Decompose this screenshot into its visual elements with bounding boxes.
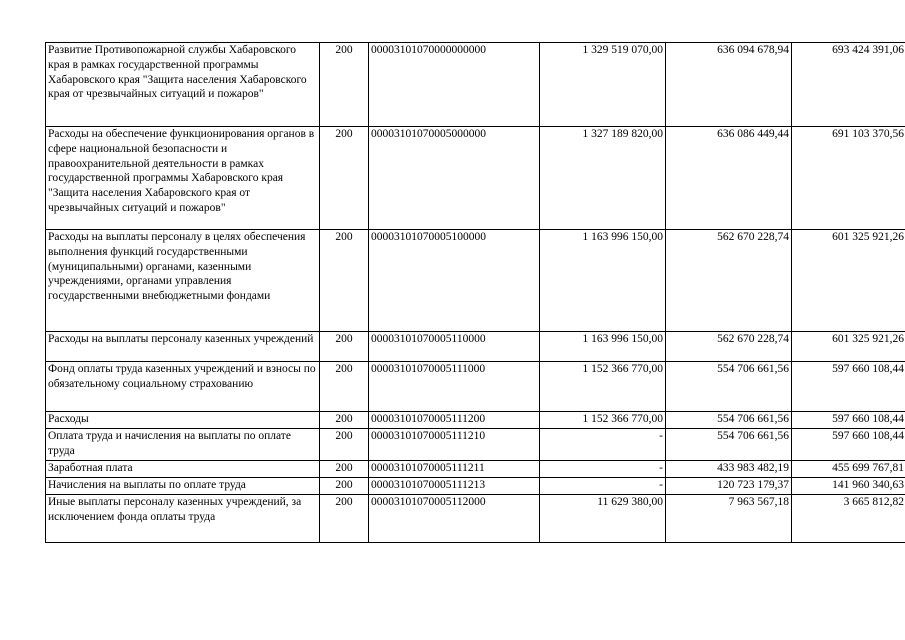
row-executed-cell: 554 706 661,56 xyxy=(666,412,792,429)
row-classification-cell: 00003101070005111210 xyxy=(369,429,540,461)
row-name-cell: Расходы на выплаты персоналу в целях обеспечения выполнения функций государственными (муниципальными) органами, казенными учреждениями, органами управления государственными внебюджетными фондами xyxy=(46,230,320,332)
row-code-cell: 200 xyxy=(320,412,369,429)
row-approved-cell: 1 152 366 770,00 xyxy=(540,412,666,429)
row-name-cell: Расходы xyxy=(46,412,320,429)
row-name-cell: Заработная плата xyxy=(46,461,320,478)
row-name-cell: Расходы на выплаты персоналу казенных учреждений xyxy=(46,332,320,362)
row-code-cell: 200 xyxy=(320,230,369,332)
budget-execution-table xyxy=(45,42,905,543)
row-unexecuted-cell: 601 325 921,26 xyxy=(792,230,905,332)
table-row xyxy=(46,495,905,543)
row-unexecuted-cell: 3 665 812,82 xyxy=(792,495,905,543)
table-row xyxy=(46,127,905,230)
row-unexecuted-cell: 597 660 108,44 xyxy=(792,412,905,429)
row-classification-cell: 00003101070000000000 xyxy=(369,43,540,127)
table-row xyxy=(46,412,905,429)
row-approved-cell: 1 152 366 770,00 xyxy=(540,362,666,412)
row-approved-cell: 1 163 996 150,00 xyxy=(540,230,666,332)
row-executed-cell: 562 670 228,74 xyxy=(666,230,792,332)
row-classification-cell: 00003101070005111211 xyxy=(369,461,540,478)
row-code-cell: 200 xyxy=(320,43,369,127)
row-name-cell: Иные выплаты персоналу казенных учреждений, за исключением фонда оплаты труда xyxy=(46,495,320,543)
row-executed-cell: 554 706 661,56 xyxy=(666,429,792,461)
row-executed-cell: 433 983 482,19 xyxy=(666,461,792,478)
table-row xyxy=(46,230,905,332)
row-approved-cell: - xyxy=(540,429,666,461)
row-unexecuted-cell: 597 660 108,44 xyxy=(792,362,905,412)
table-row xyxy=(46,43,905,127)
row-approved-cell: 1 163 996 150,00 xyxy=(540,332,666,362)
row-code-cell: 200 xyxy=(320,362,369,412)
row-approved-cell: - xyxy=(540,478,666,495)
row-code-cell: 200 xyxy=(320,429,369,461)
row-classification-cell: 00003101070005111000 xyxy=(369,362,540,412)
row-unexecuted-cell: 601 325 921,26 xyxy=(792,332,905,362)
table-row xyxy=(46,429,905,461)
row-code-cell: 200 xyxy=(320,461,369,478)
row-unexecuted-cell: 691 103 370,56 xyxy=(792,127,905,230)
row-executed-cell: 554 706 661,56 xyxy=(666,362,792,412)
row-unexecuted-cell: 693 424 391,06 xyxy=(792,43,905,127)
row-unexecuted-cell: 455 699 767,81 xyxy=(792,461,905,478)
row-executed-cell: 120 723 179,37 xyxy=(666,478,792,495)
row-name-cell: Развитие Противопожарной службы Хабаровского края в рамках государственной программы Хабаровского края "Защита населения Хабаровского края от чрезвычайных ситуаций и пожаров" xyxy=(46,43,320,127)
row-approved-cell: 1 329 519 070,00 xyxy=(540,43,666,127)
row-name-cell: Расходы на обеспечение функционирования органов в сфере национальной безопасности и правоохранительной деятельности в рамках государственной программы Хабаровского края "Защита населения Хабаровского края от чрезвычайных ситуаций и пожаров" xyxy=(46,127,320,230)
row-executed-cell: 636 094 678,94 xyxy=(666,43,792,127)
row-classification-cell: 00003101070005111200 xyxy=(369,412,540,429)
row-name-cell: Оплата труда и начисления на выплаты по оплате труда xyxy=(46,429,320,461)
row-code-cell: 200 xyxy=(320,127,369,230)
table-row xyxy=(46,461,905,478)
row-approved-cell: - xyxy=(540,461,666,478)
table-row xyxy=(46,478,905,495)
row-executed-cell: 636 086 449,44 xyxy=(666,127,792,230)
row-name-cell: Начисления на выплаты по оплате труда xyxy=(46,478,320,495)
row-unexecuted-cell: 141 960 340,63 xyxy=(792,478,905,495)
row-unexecuted-cell: 597 660 108,44 xyxy=(792,429,905,461)
row-classification-cell: 00003101070005110000 xyxy=(369,332,540,362)
row-classification-cell: 00003101070005111213 xyxy=(369,478,540,495)
table-row xyxy=(46,362,905,412)
row-approved-cell: 1 327 189 820,00 xyxy=(540,127,666,230)
row-classification-cell: 00003101070005000000 xyxy=(369,127,540,230)
row-code-cell: 200 xyxy=(320,332,369,362)
row-classification-cell: 00003101070005100000 xyxy=(369,230,540,332)
table-row xyxy=(46,332,905,362)
row-code-cell: 200 xyxy=(320,478,369,495)
row-classification-cell: 00003101070005112000 xyxy=(369,495,540,543)
row-executed-cell: 562 670 228,74 xyxy=(666,332,792,362)
row-code-cell: 200 xyxy=(320,495,369,543)
row-name-cell: Фонд оплаты труда казенных учреждений и взносы по обязательному социальному страхованию xyxy=(46,362,320,412)
row-executed-cell: 7 963 567,18 xyxy=(666,495,792,543)
row-approved-cell: 11 629 380,00 xyxy=(540,495,666,543)
